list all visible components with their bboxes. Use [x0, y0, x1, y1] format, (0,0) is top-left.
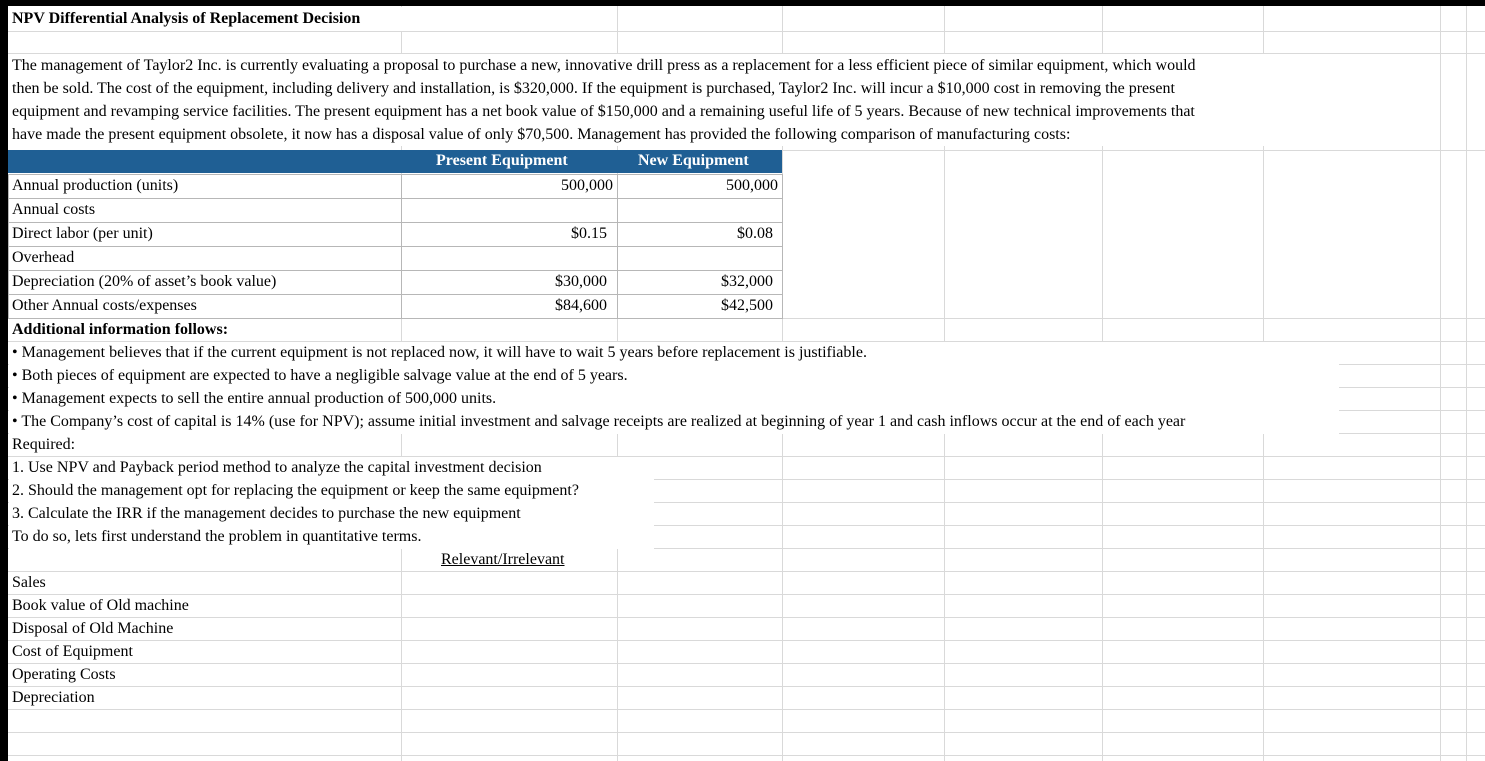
row-header-edge — [0, 0, 8, 761]
table-cell[interactable] — [401, 198, 618, 223]
grid-row-line — [8, 686, 1485, 687]
item-cost-of-equipment[interactable]: Cost of Equipment — [12, 643, 133, 660]
description-line: equipment and revamping service facilities. The present equipment has a net book value of $150,000 and a remaining useful life of 5 years. Because of new technical improvements that — [12, 103, 1195, 120]
present-annual-production: 500,000 — [561, 177, 613, 194]
bullet-item[interactable]: • Management believes that if the current equipment is not replaced now, it will have to wait 5 years before replacement is justifiable. — [12, 344, 867, 361]
new-other-costs: $42,500 — [721, 297, 773, 314]
table-cell[interactable] — [617, 246, 783, 271]
required-item[interactable]: 1. Use NPV and Payback period method to analyze the capital investment decision — [12, 459, 542, 476]
item-disposal[interactable]: Disposal of Old Machine — [12, 620, 174, 637]
grid-row-line — [8, 640, 1485, 641]
bullet-item[interactable]: • The Company’s cost of capital is 14% (use for NPV); assume initial investment and salvage receipts are realized at beginning of year 1 and cash inflows occur at the end of each year — [12, 413, 1186, 430]
description-line: have made the present equipment obsolete, it now has a disposal value of only $70,500. Management has provided the following comparison of manufacturing costs: — [12, 126, 1071, 143]
item-book-value[interactable]: Book value of Old machine — [12, 597, 189, 614]
present-depreciation: $30,000 — [555, 273, 607, 290]
row-label-depreciation: Depreciation (20% of asset’s book value) — [12, 273, 277, 290]
required-item[interactable]: 3. Calculate the IRR if the management decides to purchase the new equipment — [12, 505, 521, 522]
relevant-irrelevant-header[interactable]: Relevant/Irrelevant — [441, 551, 565, 568]
row-label-other-costs: Other Annual costs/expenses — [12, 297, 197, 314]
grid-column-line — [1466, 6, 1467, 761]
new-direct-labor: $0.08 — [737, 225, 773, 242]
sheet-title[interactable]: NPV Differential Analysis of Replacement Decision — [12, 10, 361, 27]
required-item[interactable]: To do so, lets first understand the problem in quantitative terms. — [12, 528, 422, 545]
table-cell[interactable] — [401, 246, 618, 271]
grid-column-line — [1440, 6, 1441, 761]
row-label-annual-production: Annual production (units) — [12, 177, 179, 194]
col-header-new[interactable]: New Equipment — [638, 152, 749, 169]
row-label-overhead: Overhead — [12, 249, 75, 266]
item-operating-costs[interactable]: Operating Costs — [12, 666, 116, 683]
item-depreciation[interactable]: Depreciation — [12, 689, 95, 706]
bullet-item[interactable]: • Management expects to sell the entire annual production of 500,000 units. — [12, 390, 497, 407]
additional-info-header[interactable]: Additional information follows: — [12, 321, 229, 338]
new-annual-production: 500,000 — [726, 177, 778, 194]
grid-row-line — [8, 31, 1485, 32]
item-sales[interactable]: Sales — [12, 574, 46, 591]
table-cell[interactable] — [617, 198, 783, 223]
grid-row-line — [8, 617, 1485, 618]
grid-row-line — [8, 755, 1485, 756]
description-line: then be sold. The cost of the equipment, including delivery and installation, is $320,000. If the equipment is purchased, Taylor2 Inc. will incur a $10,000 cost in removing the present — [12, 80, 1175, 97]
grid-row-line — [8, 594, 1485, 595]
new-depreciation: $32,000 — [721, 273, 773, 290]
grid-row-line — [8, 709, 1485, 710]
required-item[interactable]: 2. Should the management opt for replacing the equipment or keep the same equipment? — [12, 482, 579, 499]
description-line: The management of Taylor2 Inc. is currently evaluating a proposal to purchase a new, innovative drill press as a replacement for a less efficient piece of similar equipment, which would — [12, 57, 1196, 74]
grid-row-line — [8, 571, 1485, 572]
col-header-present[interactable]: Present Equipment — [436, 152, 568, 169]
row-label-direct-labor: Direct labor (per unit) — [12, 225, 153, 242]
grid-row-line — [8, 732, 1485, 733]
bullet-item[interactable]: • Both pieces of equipment are expected to have a negligible salvage value at the end of 5 years. — [12, 367, 628, 384]
row-label-annual-costs: Annual costs — [12, 201, 96, 218]
present-direct-labor: $0.15 — [571, 225, 607, 242]
grid-row-line — [8, 663, 1485, 664]
present-other-costs: $84,600 — [555, 297, 607, 314]
required-label[interactable]: Required: — [12, 436, 76, 453]
problem-description[interactable] — [12, 54, 1352, 146]
